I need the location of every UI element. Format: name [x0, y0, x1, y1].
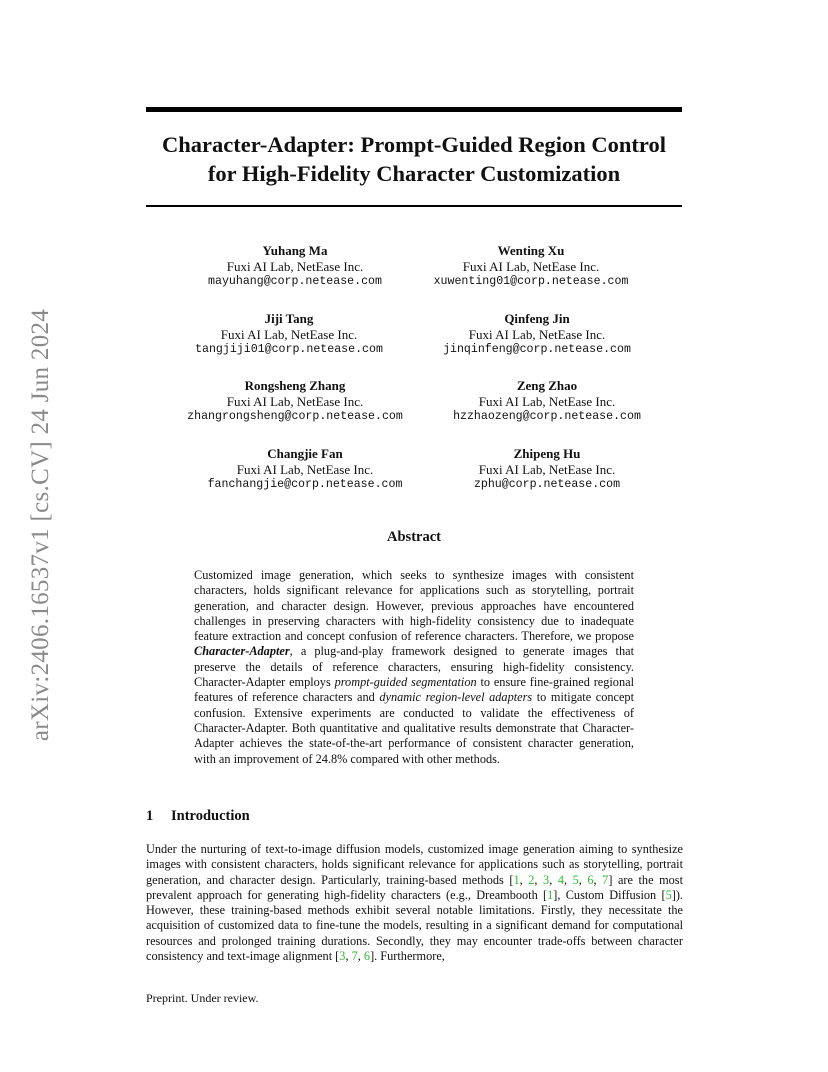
author-name: Rongsheng Zhang — [244, 378, 346, 393]
section-heading — [146, 808, 250, 825]
author-email: xuwenting01@corp.netease.com — [433, 275, 629, 288]
intro-text: ]. Furthermore, — [370, 949, 445, 964]
author-affiliation: Fuxi AI Lab, NetEase Inc. — [462, 258, 600, 274]
intro-text: ] are the most prevalent approach for generating high-fidelity characters (e.g., Dreambooth [ — [146, 872, 683, 902]
abstract-emphasis: prompt-guided segmentation — [334, 675, 477, 690]
author-name: Jiji Tang — [264, 311, 314, 326]
title-line-1: Character-Adapter: Prompt-Guided Region Control — [162, 132, 666, 157]
author-email: zphu@corp.netease.com — [473, 478, 621, 491]
author-block — [155, 378, 435, 425]
author-email: mayuhang@corp.netease.com — [208, 275, 382, 288]
abstract-text: to ensure fine-grained regional features of reference characters and — [194, 675, 634, 705]
citation-link[interactable]: 7 — [602, 872, 609, 887]
author-email: fanchangjie@corp.netease.com — [207, 478, 403, 491]
abstract-text: to mitigate concept confusion. Extensive experiments are conducted to validate the effectiveness of Character-Adapter. Both quantitative and qualitative results demonstrate that Character-Adapter achieves the state-of-the-art performance of consistent character generation, with an improvement of 24.8% compared with other methods. — [194, 690, 634, 766]
author-name: Zhipeng Hu — [513, 446, 581, 461]
author-affiliation: Fuxi AI Lab, NetEase Inc. — [236, 461, 374, 477]
citation-link[interactable]: 3 — [339, 949, 346, 964]
author-email: tangjiji01@corp.netease.com — [195, 343, 383, 356]
author-affiliation: Fuxi AI Lab, NetEase Inc. — [220, 326, 358, 342]
title-rule-bottom — [146, 205, 682, 207]
author-block — [407, 378, 687, 425]
author-block — [397, 311, 677, 358]
author-block — [391, 243, 671, 290]
citation-link[interactable]: 1 — [547, 887, 554, 902]
author-block — [407, 446, 687, 493]
title-rule-top — [146, 107, 682, 112]
footer-note: Preprint. Under review. — [146, 991, 259, 1005]
arxiv-identifier: arXiv:2406.16537v1 [cs.CV] 24 Jun 2024 — [27, 308, 54, 742]
author-email: hzzhaozeng@corp.netease.com — [453, 410, 641, 423]
author-affiliation: Fuxi AI Lab, NetEase Inc. — [226, 258, 364, 274]
citation-link[interactable]: 2 — [528, 872, 535, 887]
author-name: Wenting Xu — [497, 243, 565, 258]
citation-link[interactable]: 5 — [665, 887, 672, 902]
author-name: Changjie Fan — [267, 446, 343, 461]
citation-link[interactable]: 3 — [543, 872, 550, 887]
abstract-heading: Abstract — [387, 529, 441, 545]
author-block — [165, 446, 445, 493]
section-title: Introduction — [171, 808, 250, 824]
title-line-2: for High-Fidelity Character Customization — [207, 161, 621, 186]
paper-title — [146, 130, 682, 188]
abstract-emphasis: dynamic region-level adapters — [379, 690, 533, 705]
abstract-text: Customized image generation, which seeks to synthesize images with consistent characters, holds significant relevance for applications such as storytelling, portrait generation, and character design. However, previous approaches have encountered challenges in preserving characters with high-fidelity consistency due to inadequate feature extraction and concept confusion of reference characters. Therefore, we propose — [194, 568, 634, 644]
author-affiliation: Fuxi AI Lab, NetEase Inc. — [478, 393, 616, 409]
citation-link[interactable]: 1 — [513, 872, 520, 887]
citation-link[interactable]: 5 — [572, 872, 579, 887]
author-email: jinqinfeng@corp.netease.com — [443, 343, 631, 356]
abstract-body — [194, 568, 634, 767]
author-affiliation: Fuxi AI Lab, NetEase Inc. — [468, 326, 606, 342]
citation-link[interactable]: 6 — [587, 872, 594, 887]
citation-link[interactable]: 7 — [351, 949, 358, 964]
intro-text: Under the nurturing of text-to-image diffusion models, customized image generation aiming to synthesize images with consistent characters, holds significant relevance for applications such as storytelling, portrait generation, and character design. Particularly, training-based methods [ — [146, 842, 683, 887]
author-affiliation: Fuxi AI Lab, NetEase Inc. — [226, 393, 364, 409]
abstract-emphasis: Character-Adapter — [194, 644, 290, 659]
author-name: Yuhang Ma — [262, 243, 328, 258]
author-name: Qinfeng Jin — [504, 311, 570, 326]
author-block — [149, 311, 429, 358]
author-affiliation: Fuxi AI Lab, NetEase Inc. — [478, 461, 616, 477]
introduction-paragraph: Under the nurturing of text-to-image diffusion models, customized image generation aiming to synthesize images with consistent characters, holds significant relevance for applications such as storytelling, portrait generation, and character design. Particularly, training-based methods [1, 2, 3, 4, 5, 6, 7] are the most prevalent approach for generating high-fidelity characters (e.g., Dreambooth [1], Custom Diffusion [5]). However, these training-based methods exhibit several notable limitations. Firstly, they necessitate the acquisition of customized data to fine-tune the models, resulting in a significant demand for computational resources and prolonged training durations. Secondly, they may encounter trade-offs between character consistency and text-image alignment [3, 7, 6]. Furthermore, — [146, 842, 683, 964]
section-number: 1 — [146, 808, 154, 824]
intro-text: ], Custom Diffusion [ — [553, 887, 666, 902]
abstract-text: , a plug-and-play framework designed to generate images that preserve the details of reference characters, ensuring high-fidelity consistency. Character-Adapter employs — [194, 644, 634, 690]
citation-link[interactable]: 4 — [557, 872, 564, 887]
author-email: zhangrongsheng@corp.netease.com — [187, 410, 403, 423]
intro-text: ]). However, these training-based methods exhibit several notable limitations. Firstly, they necessitate the acquisition of customized data to fine-tune the models, resulting in a significant demand for computational resources and prolonged training durations. Secondly, they may encounter trade-offs between character consistency and text-image alignment [ — [146, 887, 683, 964]
author-name: Zeng Zhao — [516, 378, 578, 393]
citation-link[interactable]: 6 — [363, 949, 371, 964]
